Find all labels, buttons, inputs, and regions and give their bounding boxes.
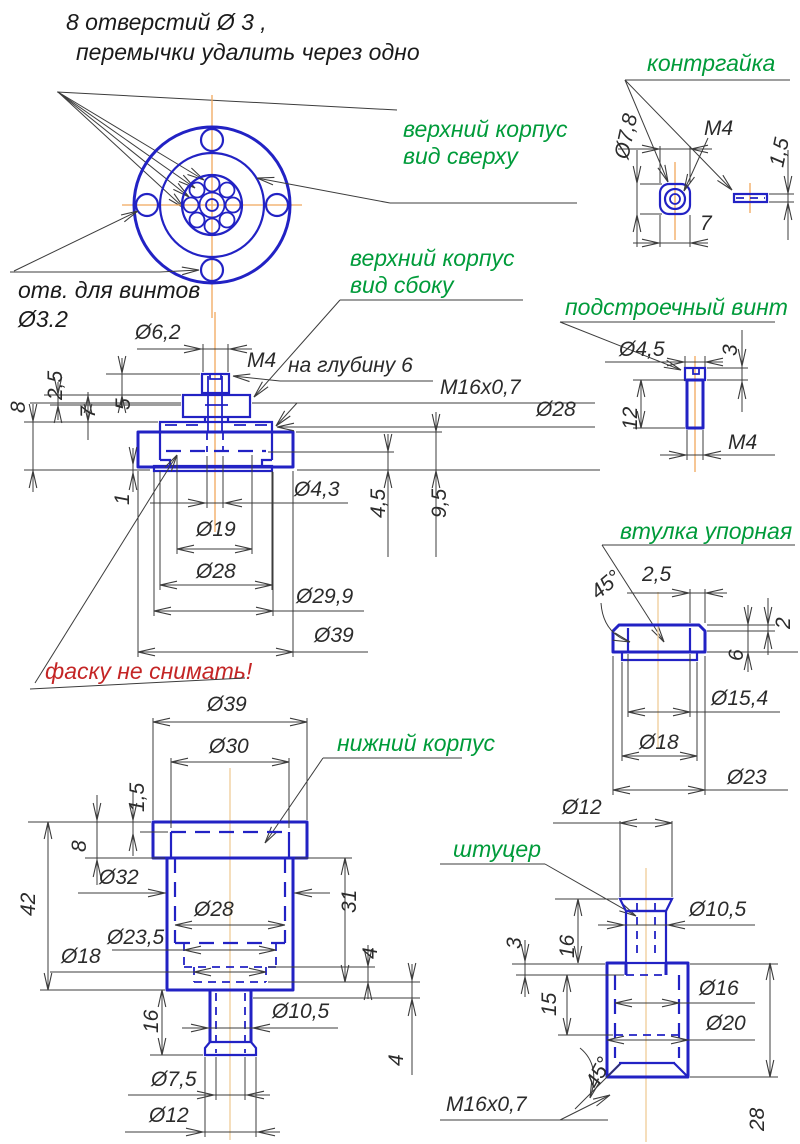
dim-lower-1-5: 1,5 xyxy=(126,782,149,812)
label-fitting: штуцер xyxy=(453,836,541,862)
label-locknut: контргайка xyxy=(647,50,776,76)
dim-side-m16: M16x0,7 xyxy=(440,376,521,399)
fitting-detail xyxy=(440,796,778,1142)
upper-body-top-view-label xyxy=(257,116,577,203)
upper-body-side-view xyxy=(7,312,600,657)
lower-body-view xyxy=(17,693,496,1140)
dim-fitting-d12: Ø12 xyxy=(562,796,602,819)
note-screws-line1: отв. для винтов xyxy=(18,277,201,303)
dim-side-4-5: 4,5 xyxy=(367,488,390,518)
dim-fitting-d10-5: Ø10,5 xyxy=(689,898,747,921)
dim-lower-4b: 4 xyxy=(385,1054,408,1066)
bushing-outline xyxy=(613,625,705,660)
dim-side-d4-3: Ø4,3 xyxy=(294,478,340,501)
dim-fitting-28: 28 xyxy=(746,1107,769,1131)
dim-locknut-m4: M4 xyxy=(704,117,734,140)
dim-lower-d39: Ø39 xyxy=(207,693,247,716)
label-bushing: втулка упорная xyxy=(620,518,793,544)
dim-lower-d23-5: Ø23,5 xyxy=(107,926,165,949)
note-holes-line2: перемычки удалить через одно xyxy=(76,39,420,65)
label-upper-side-line1: верхний корпус xyxy=(350,245,515,271)
dim-locknut-d7-8: Ø7,8 xyxy=(610,111,643,162)
dim-fitting-3: 3 xyxy=(503,937,526,949)
dim-fitting-d16: Ø16 xyxy=(699,977,739,1000)
bushing-dimension-lines xyxy=(601,589,798,795)
screw-holes-note xyxy=(10,211,200,332)
note-holes-line1: 8 отверстий Ø 3 , xyxy=(66,9,267,35)
dim-lower-d12: Ø12 xyxy=(149,1104,189,1127)
dim-lower-d28: Ø28 xyxy=(194,898,234,921)
dim-side-2-5: 2,5 xyxy=(44,370,67,400)
dim-lower-4a: 4 xyxy=(359,947,382,959)
dim-side-d28-thread: Ø28 xyxy=(536,398,576,421)
dim-screw-d4-5: Ø4,5 xyxy=(619,338,665,361)
dim-lower-d32: Ø32 xyxy=(99,866,139,889)
dim-side-depth: на глубину 6 xyxy=(288,354,413,377)
dim-screw-12: 12 xyxy=(619,406,642,430)
label-upper-top-line2: вид сверху xyxy=(403,143,518,169)
dim-bushing-45: 45° xyxy=(586,565,626,604)
dim-lower-d18: Ø18 xyxy=(61,945,101,968)
label-screw: подстроечный винт xyxy=(565,294,788,320)
dim-fitting-45: 45° xyxy=(581,1053,617,1093)
dim-lower-d7-5: Ø7,5 xyxy=(151,1068,197,1091)
dim-lower-d30: Ø30 xyxy=(209,735,249,758)
dim-lower-16: 16 xyxy=(140,1009,163,1033)
dim-bushing-d23: Ø23 xyxy=(727,766,767,789)
warning-text: фаску не снимать! xyxy=(45,658,253,684)
hole-pattern-note xyxy=(57,9,420,208)
dim-lower-d10-5: Ø10,5 xyxy=(272,1000,330,1023)
dim-locknut-7: 7 xyxy=(700,212,712,235)
dim-side-d29-9: Ø29,9 xyxy=(296,585,354,608)
dim-side-d39: Ø39 xyxy=(314,624,354,647)
label-upper-top-line1: верхний корпус xyxy=(403,116,568,142)
dim-bushing-2: 2 xyxy=(772,617,795,629)
adjusting-screw-detail xyxy=(560,294,788,472)
dim-lower-8: 8 xyxy=(68,840,91,852)
dim-bushing-d15-4: Ø15,4 xyxy=(711,687,769,710)
label-lower: нижний корпус xyxy=(337,730,496,756)
fitting-outline xyxy=(607,899,688,1077)
locknut-detail xyxy=(610,50,794,247)
dim-locknut-1-5: 1,5 xyxy=(765,135,794,170)
dim-bushing-6: 6 xyxy=(725,649,748,661)
dim-side-7: 7 xyxy=(77,406,100,418)
dim-side-9-5: 9,5 xyxy=(428,488,451,518)
dim-side-d6-2: Ø6,2 xyxy=(135,321,181,344)
dim-side-d19: Ø19 xyxy=(196,518,236,541)
dim-side-d28: Ø28 xyxy=(196,560,236,583)
dim-side-8: 8 xyxy=(7,401,30,413)
note-screws-line2: Ø3.2 xyxy=(18,306,68,332)
dim-bushing-d18: Ø18 xyxy=(639,731,679,754)
thrust-bushing-detail xyxy=(586,518,798,795)
label-upper-side-line2: вид сбоку xyxy=(350,272,454,298)
dim-fitting-16: 16 xyxy=(556,934,579,958)
dim-side-5: 5 xyxy=(112,398,135,410)
dim-lower-31: 31 xyxy=(338,889,361,913)
dim-bushing-2-5: 2,5 xyxy=(642,563,672,586)
lower-dimension-lines xyxy=(28,718,420,1137)
dim-lower-42: 42 xyxy=(17,892,40,916)
dim-fitting-15: 15 xyxy=(538,992,561,1016)
dim-fitting-m16: M16x0,7 xyxy=(446,1093,527,1116)
dim-side-m4: M4 xyxy=(247,349,277,372)
dim-screw-3: 3 xyxy=(719,344,742,356)
dim-fitting-d20: Ø20 xyxy=(706,1012,746,1035)
dim-side-1: 1 xyxy=(111,493,134,505)
dim-screw-m4: M4 xyxy=(728,431,758,454)
